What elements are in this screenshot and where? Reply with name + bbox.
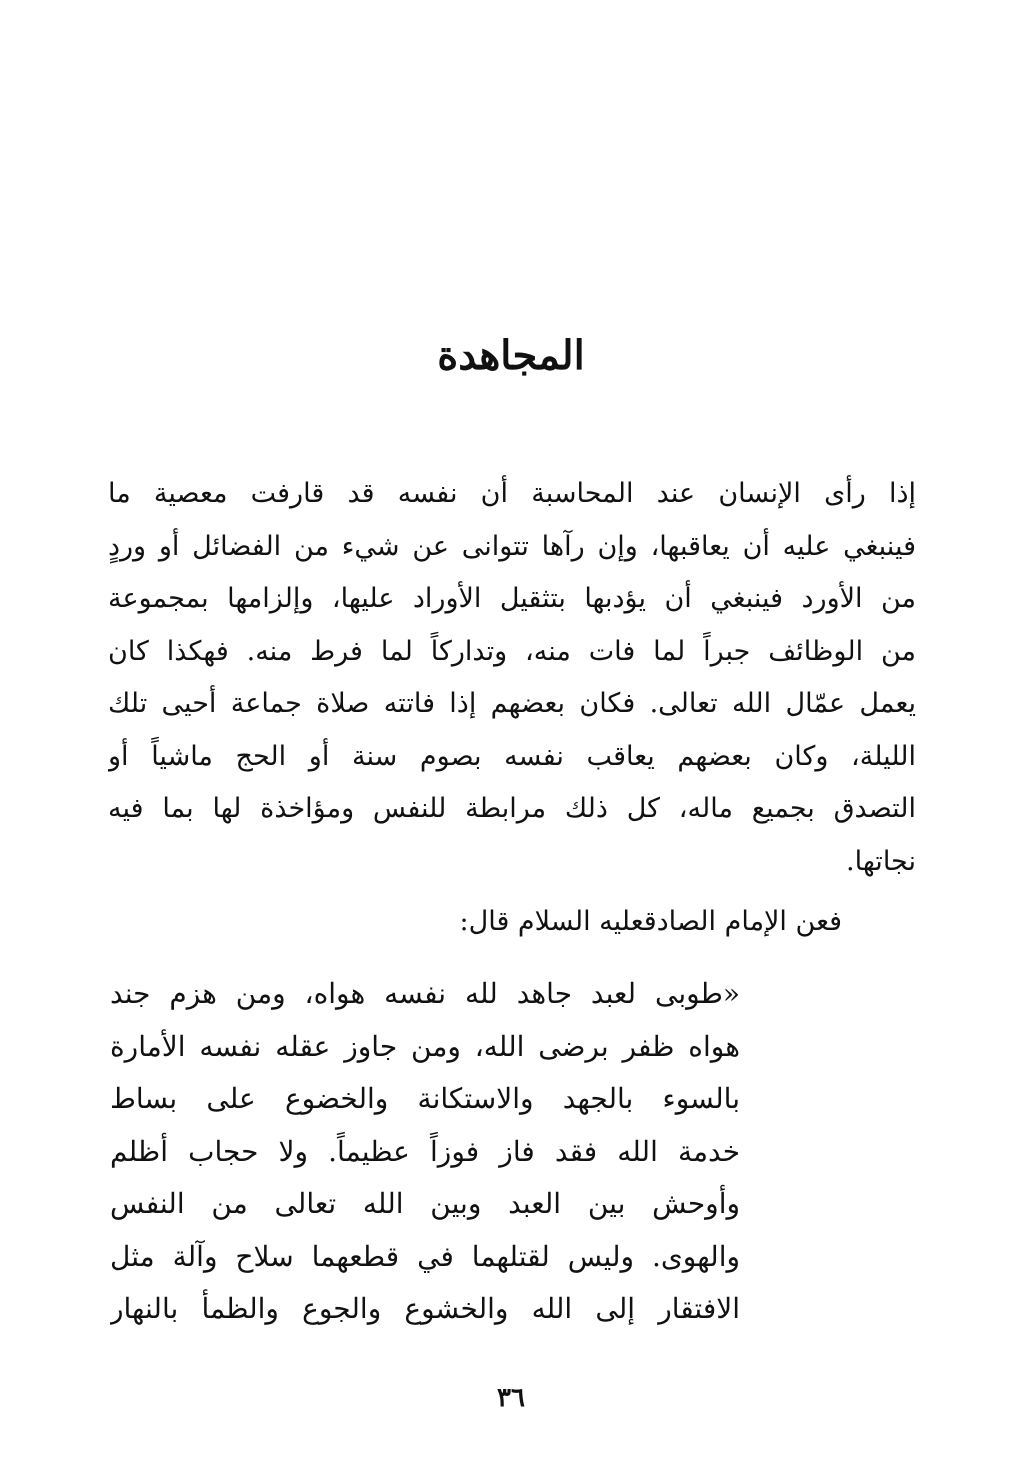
paragraph-line: إذا رأى الإنسان عند المحاسبة أن نفسه قد قارفت معصية ما	[108, 478, 916, 509]
paragraph-line: فينبغي عليه أن يعاقبها، وإن رآها تتوانى عن شيء من الفضائل أو وردٍ	[108, 530, 916, 562]
paragraph-line: الليلة، وكان بعضهم يعاقب نفسه بصوم سنة أو الحج ماشياً أو	[108, 740, 916, 772]
main-paragraph	[108, 468, 916, 888]
paragraph-line: يعمل عمّال الله تعالى. فكان بعضهم إذا فاتته صلاة جماعة أحيى تلك	[108, 688, 916, 719]
chapter-title: المجاهدة	[437, 332, 585, 379]
quote-line: الافتقار إلى الله والخشوع والجوع والظمأ بالنهار	[110, 1292, 740, 1325]
paragraph-line: من الوظائف جبراً لما فات منه، وتداركاً لما فرط منه. فهكذا كان	[108, 635, 916, 667]
quote-line: وأوحش بين العبد وبين الله تعالى من النفس	[110, 1187, 740, 1220]
quote-line: «طوبى لعبد جاهد لله نفسه هواه، ومن هزم جند	[110, 977, 740, 1010]
quote-line: بالسوء بالجهد والاستكانة والخضوع على بساط	[110, 1082, 740, 1115]
paragraph-line: من الأورد فينبغي أن يؤدبها بتثقيل الأوراد عليها، وإلزامها بمجموعة	[108, 583, 916, 614]
quote-line: هواه ظفر برضى الله، ومن جاوز عقله نفسه الأمارة	[110, 1029, 740, 1063]
quote-line: خدمة الله فقد فاز فوزاً عظيماً. ولا حجاب أظلم	[110, 1134, 740, 1168]
quote-line: والهوى. وليس لقتلهما في قطعهما سلاح وآلة مثل	[110, 1239, 740, 1273]
paragraph-line: نجاتها.	[846, 845, 916, 877]
paragraph-line: التصدق بجميع ماله، كل ذلك مرابطة للنفس ومؤاخذة لها بما فيه	[108, 793, 916, 824]
quote-introduction: فعن الإمام الصادقعليه السلام قال:	[459, 906, 842, 937]
quote-block	[110, 968, 740, 1336]
page-number: ٣٦	[497, 1383, 525, 1413]
